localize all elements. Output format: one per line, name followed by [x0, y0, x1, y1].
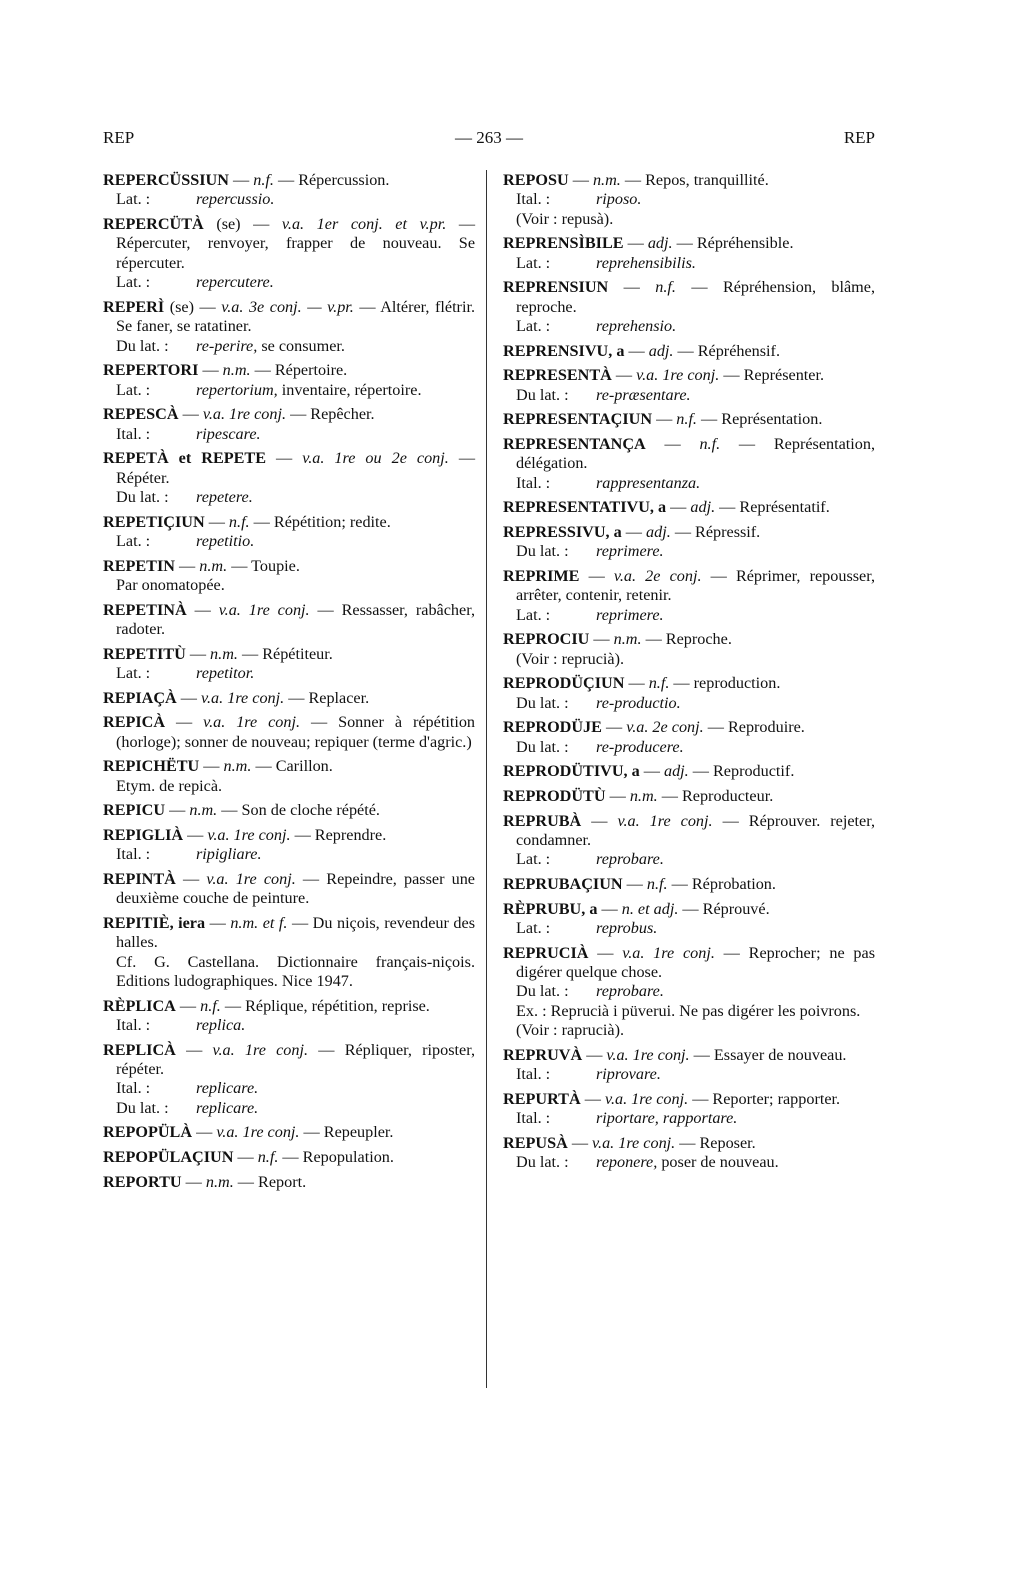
definition: Représentation, délégation. [516, 435, 876, 473]
etymology-value: ripescare. [196, 424, 261, 443]
etymology-label: Du lat. : [516, 737, 569, 756]
etymology-line [516, 606, 875, 625]
etymology-value: reprimere. [596, 605, 664, 624]
etymology-label: Ital. : [516, 190, 551, 209]
definition: Altérer, flétrir. Se faner, se ratatiner. [116, 297, 475, 336]
dictionary-entry: REPICHËTU — n.m. — Carillon. Etym. de repicà. [103, 757, 475, 796]
definition: Ressasser, rabâcher, radoter. [116, 600, 475, 639]
definition: Du niçois, revendeur des halles. [116, 913, 476, 952]
headword: REPOPÜLAÇIUN [103, 1148, 234, 1167]
etymology-label: Lat. : [116, 664, 151, 683]
etymology-label: Lat. : [516, 850, 551, 869]
etymology-value: riposo. [596, 190, 642, 209]
etymology-value: replicare. [196, 1079, 259, 1098]
headword: REPUSÀ [503, 1133, 568, 1152]
definition: Réprimer, repousser, arrêter, contenir, retenir. [516, 567, 876, 605]
headword: REPRUBAÇIUN [503, 875, 623, 893]
etymology-label: Lat. : [516, 605, 551, 624]
definition: Répétiteur. [262, 644, 333, 663]
definition: Réplique, répétition, reprise. [245, 996, 430, 1015]
headword: REPRODÜJE [503, 718, 602, 737]
header-left-guide: REP [103, 128, 135, 147]
entry-note: Par onomatopée. [116, 576, 225, 595]
etymology-value: re-producere. [596, 737, 684, 756]
dictionary-entry: REPETIN — n.m. — Toupie. Par onomatopée. [103, 557, 475, 596]
headword: REPRENSIVU, a [503, 341, 625, 360]
grammar-label: adj. [648, 341, 674, 360]
headword: REPERCÜSSIUN [103, 171, 229, 189]
headword: REPRESENTÀ [503, 366, 612, 385]
dictionary-entry: REPRODÜTIVU, a — adj. — Reproductif. [503, 762, 795, 781]
etymology-value: repercussio. [196, 190, 275, 209]
dictionary-entry: REPINTÀ — v.a. 1re conj. — Repeindre, passer une deuxième couche de peinture. [103, 869, 475, 908]
etymology-label: Ital. : [116, 1079, 151, 1098]
dictionary-entry: REPRENSÌBILE — adj. — Répréhensible. Lat. : reprehensibilis. [503, 234, 875, 273]
grammar-label: v.a. 2e conj. [613, 567, 702, 585]
etymology-label: Ital. : [116, 1016, 151, 1035]
dictionary-entry: REPRUBAÇIUN — n.f. — Réprobation. [503, 875, 776, 893]
headword: REPOPÜLÀ [103, 1123, 193, 1142]
grammar-label: n.f. [648, 674, 670, 693]
headword: REPRUCIÀ [503, 943, 589, 962]
headword: REPRENSIUN [503, 278, 609, 297]
headword: REPRESENTATIVU, a [503, 498, 667, 517]
etymology-value: replica. [196, 1016, 246, 1035]
headword: REPETIÇIUN [103, 512, 205, 531]
grammar-label: v.a. 1er conj. et v.pr. [281, 215, 447, 233]
etymology-line [116, 425, 475, 444]
etymology-label: Du lat. : [516, 385, 569, 404]
headword: REPICHËTU [103, 757, 200, 776]
entry-note: (Voir : reprucià). [516, 649, 625, 668]
etymology-value: reprehensio. [596, 317, 677, 336]
headword: REPURTÀ [503, 1089, 581, 1108]
definition: Repos, tranquillité. [645, 171, 769, 189]
etymology-line [516, 694, 875, 713]
dictionary-entry: REPUSÀ — v.a. 1re conj. — Reposer. Du lat. : reponere, poser de nouveau. [503, 1134, 875, 1173]
headword: REPERTORI [103, 361, 199, 380]
grammar-label: n.m. [189, 801, 218, 820]
grammar-label: n.f. [257, 1148, 279, 1167]
headword: REPROCIU [503, 630, 590, 649]
etymology-label: Lat. : [116, 532, 151, 551]
dictionary-entry: REPRESENTAÇIUN — n.f. — Représentation. [503, 410, 823, 429]
dictionary-entry: REPRESENTÀ — v.a. 1re conj. — Représenter. Du lat. : re-præsentare. [503, 366, 875, 405]
grammar-label: v.a. 1re conj. [216, 1123, 300, 1142]
headword: REPRODÜÇIUN [503, 674, 625, 693]
definition: Sonner à répétition (horloge); sonner de nouveau; repiquer (terme d'agric.) [116, 713, 476, 751]
etymology-value: ripigliare. [196, 845, 262, 864]
headword: REPLICÀ [103, 1040, 176, 1059]
etymology-line [116, 845, 475, 864]
etymology-gloss: inventaire, répertoire. [281, 380, 422, 399]
headword: REPORTU [103, 1172, 182, 1191]
grammar-label: v.a. 1re conj. [622, 943, 715, 962]
headword: REPESCÀ [103, 405, 179, 424]
etymology-gloss: poser de nouveau. [661, 1153, 779, 1172]
headword: REPETITÙ [103, 644, 186, 663]
dictionary-entry: REPOPÜLÀ — v.a. 1re conj. — Repeupler. [103, 1123, 394, 1142]
definition: Son de cloche répété. [241, 801, 380, 820]
definition: Réprobation. [691, 875, 776, 893]
definition: Essayer de nouveau. [713, 1045, 847, 1064]
etymology-label: Lat. : [116, 380, 151, 399]
definition: Répréhension, blâme, reproche. [516, 278, 875, 316]
etymology-label: Ital. : [516, 1109, 551, 1128]
header-right-guide: REP [843, 128, 875, 147]
dictionary-entry: REPOSU — n.m. — Repos, tranquillité. Ital. : riposo. (Voir : repusà). [503, 171, 875, 229]
definition: Carillon. [275, 757, 333, 776]
dictionary-entry: REPRIME — v.a. 2e conj. — Réprimer, repousser, arrêter, contenir, retenir. Lat. : reprimere. [503, 567, 876, 624]
grammar-label: v.a. 1re conj. [201, 688, 285, 707]
dictionary-entry: REPICÀ — v.a. 1re conj. — Sonner à répétition (horloge); sonner de nouveau; repiquer (terme d'agric.) [103, 713, 476, 751]
grammar-label: n.m. [223, 757, 252, 776]
headword: REPRUBÀ [503, 811, 582, 830]
grammar-label: n.f. [200, 996, 221, 1015]
dictionary-entry: REPETIÇIUN — n.f. — Répétition; redite. Lat. : repetitio. [103, 513, 475, 552]
etymology-value: re-præsentare. [596, 385, 691, 404]
dictionary-entry: REPETITÙ — n.m. — Répétiteur. Lat. : repetitor. [103, 645, 475, 684]
grammar-label: v.a. 1re conj. [604, 1089, 689, 1108]
etymology-value: reprobare. [596, 982, 664, 1001]
etymology-label: Du lat. : [116, 488, 169, 507]
dictionary-entry: REPRODÜJE — v.a. 2e conj. — Reproduire. Du lat. : re-producere. [503, 718, 875, 757]
definition: Replacer. [308, 688, 370, 707]
dictionary-entry: REPICU — n.m. — Son de cloche répété. [103, 801, 380, 820]
etymology-label: Du lat. : [516, 542, 569, 561]
grammar-label: v.a. 1re conj. [606, 1045, 690, 1064]
headword-qualifier: (se) [216, 215, 241, 233]
dictionary-entry: REPRESSIVU, a — adj. — Répressif. Du lat. : reprimere. [503, 523, 875, 562]
etymology-value: replicare. [196, 1098, 259, 1117]
headword: REPRUVÀ [503, 1045, 583, 1064]
right-column [503, 171, 875, 1178]
headword: REPETIN [103, 556, 175, 575]
dictionary-entry: REPERCÜTÀ (se) — v.a. 1er conj. et v.pr. — Répercuter, renvoyer, frapper de nouveau. Se répercuter. Lat. : repercutere. [103, 215, 476, 292]
definition: Report. [258, 1172, 307, 1191]
grammar-label: adj. [647, 234, 673, 253]
grammar-label: v.a. 1re conj. [202, 405, 287, 424]
definition: Représentation. [721, 410, 823, 429]
etymology-value: re-productio. [596, 693, 681, 712]
grammar-label: n.f. [646, 875, 668, 893]
etymology-label: Du lat. : [516, 1153, 569, 1172]
etymology-line [516, 474, 875, 493]
headword: REPIAÇÀ [103, 688, 177, 707]
etymology-line [516, 542, 875, 561]
grammar-label: n.m. [222, 361, 251, 380]
etymology-value: reprobare. [596, 850, 664, 869]
definition: Repeindre, passer une deuxième couche de peinture. [116, 869, 475, 908]
etymology-label: Ital. : [516, 1065, 551, 1084]
grammar-label: v.a. 1re conj. [617, 811, 713, 830]
definition: Répertoire. [274, 361, 348, 380]
dictionary-entry: REPORTU — n.m. — Report. [103, 1172, 307, 1191]
left-column [103, 171, 475, 1197]
etymology-label: Lat. : [116, 190, 151, 209]
etymology-value: reponere, [596, 1153, 658, 1172]
headword: REPRESSIVU, a [503, 523, 622, 541]
etymology-label: Lat. : [116, 273, 151, 292]
etymology-label: Lat. : [516, 317, 551, 336]
etymology-line [116, 190, 475, 209]
definition: Répercuter, renvoyer, frapper de nouveau. Se répercuter. [116, 234, 475, 272]
dictionary-entry: REPERTORI — n.m. — Répertoire. Lat. : repertorium, inventaire, répertoire. [103, 361, 475, 400]
grammar-label: adj. [690, 498, 716, 517]
etymology-value: riprovare. [596, 1065, 661, 1084]
etymology-line [516, 850, 875, 869]
etymology-line [116, 1079, 475, 1098]
dictionary-entry: REPRESENTATIVU, a — adj. — Représentatif. [503, 498, 830, 517]
grammar-label: v.a. 1re conj. [592, 1133, 676, 1152]
dictionary-entry: RÈPLICA — n.f. — Réplique, répétition, reprise. Ital. : replica. [103, 997, 475, 1036]
etymology-line [116, 1099, 475, 1118]
etymology-label: Lat. : [516, 253, 551, 272]
grammar-label: n.f. [655, 278, 676, 297]
dictionary-entry: REPIGLIÀ — v.a. 1re conj. — Reprendre. Ital. : ripigliare. [103, 826, 475, 865]
grammar-label: v.a. 1re conj. [212, 1040, 309, 1059]
headword: REPETINÀ [103, 600, 187, 619]
page-number: — 263 — [455, 128, 523, 147]
dictionary-entry: REPETINÀ — v.a. 1re conj. — Ressasser, rabâcher, radoter. [103, 600, 475, 639]
headword: RÈPRUBU, a [503, 899, 598, 918]
dictionary-entry: REPESCÀ — v.a. 1re conj. — Repêcher. Ital. : ripescare. [103, 405, 475, 444]
dictionary-entry: REPIAÇÀ — v.a. 1re conj. — Replacer. [103, 688, 370, 707]
definition: Réprouvé. [702, 899, 770, 918]
dictionary-entry: REPRODÜÇIUN — n.f. — reproduction. Du lat. : re-productio. [503, 674, 875, 713]
headword: REPRIME [503, 567, 580, 585]
headword-qualifier: (se) [169, 297, 194, 316]
etymology-value: repetitio. [196, 532, 255, 551]
etymology-value: reprimere. [596, 542, 664, 561]
etymology-label: Du lat. : [516, 693, 569, 712]
dictionary-entry: REPROCIU — n.m. — Reproche. (Voir : reprucià). [503, 630, 875, 669]
definition: Répétition; redite. [273, 512, 391, 531]
entry-note: Cf. G. Castellana. Dictionnaire français-niçois. Editions ludographiques. Nice 1947. [116, 952, 475, 991]
etymology-line [116, 532, 475, 551]
definition: Représentatif. [739, 498, 830, 517]
dictionary-entry: REPRENSIUN — n.f. — Répréhension, blâme, reproche. Lat. : reprehensio. [503, 278, 875, 336]
entry-note: Ex. : Reprucià i püverui. Ne pas digérer les poivrons. [516, 1001, 861, 1020]
grammar-label: v.a. 1re conj. [218, 600, 310, 619]
grammar-label: adj. [663, 762, 689, 781]
etymology-line [116, 381, 475, 400]
grammar-label: v.a. 1re ou 2e conj. [302, 449, 449, 468]
headword: REPRESENTAÇIUN [503, 410, 653, 429]
etymology-value: re-perire, [196, 336, 258, 355]
column-divider [486, 170, 487, 1388]
definition: Répréhensif. [697, 341, 780, 360]
entry-note: (Voir : repusà). [516, 209, 614, 228]
etymology-value: repetere. [196, 488, 253, 507]
definition: Reprocher; ne pas digérer quelque chose. [516, 943, 876, 981]
grammar-label: v.a. 3e conj. — v.pr. [221, 297, 354, 316]
dictionary-entry: REPERÌ (se) — v.a. 3e conj. — v.pr. — Altérer, flétrir. Se faner, se ratatiner. Du lat. : re-perire, se consumer. [103, 297, 475, 355]
grammar-label: n.m. [613, 630, 642, 649]
grammar-label: n.m. [205, 1172, 234, 1191]
etymology-line [516, 1065, 875, 1084]
running-header [103, 128, 875, 150]
dictionary-entry: RÈPRUBU, a — n. et adj. — Réprouvé. Lat. : reprobus. [503, 900, 875, 939]
definition: Reprendre. [314, 825, 387, 844]
grammar-label: n.m. et f. [230, 913, 288, 932]
headword: REPRODÜTIVU, a [503, 762, 640, 781]
etymology-value: repertorium, [196, 380, 278, 399]
etymology-line [516, 1153, 875, 1172]
headword: REPRODÜTÙ [503, 787, 606, 805]
etymology-label: Du lat. : [116, 336, 169, 355]
headword: REPETÀ et REPETE [103, 449, 267, 468]
grammar-label: n.m. [629, 787, 658, 805]
headword: REPRENSÌBILE [503, 234, 624, 253]
definition: Reproduire. [727, 718, 805, 737]
headword: REPOSU [503, 171, 569, 189]
grammar-label: v.a. 1re conj. [207, 825, 291, 844]
dictionary-entry: REPRUCIÀ — v.a. 1re conj. — Reprocher; ne pas digérer quelque chose. Du lat. : reprobare. Ex. : Reprucià i püverui. Ne pas digérer les poivrons. (Voir : raprucià). [503, 943, 876, 1040]
etymology-line [516, 386, 875, 405]
definition: Répliquer, riposter, répéter. [116, 1040, 476, 1079]
etymology-label: Du lat. : [516, 982, 569, 1001]
etymology-label: Ital. : [116, 424, 151, 443]
etymology-line [516, 738, 875, 757]
etymology-value: reprehensibilis. [596, 253, 696, 272]
dictionary-entry: REPLICÀ — v.a. 1re conj. — Répliquer, riposter, répéter. Ital. : replicare. Du lat. : replicare. [103, 1040, 476, 1117]
definition: Répercussion. [298, 171, 390, 189]
definition: Reposer. [699, 1133, 756, 1152]
grammar-label: n.f. [253, 171, 274, 189]
etymology-label: Du lat. : [116, 1098, 169, 1117]
dictionary-entry: REPRENSIVU, a — adj. — Répréhensif. [503, 341, 780, 360]
etymology-line [516, 317, 875, 336]
definition: Repêcher. [310, 405, 375, 424]
grammar-label: v.a. 1re conj. [203, 713, 301, 732]
headword: REPIGLIÀ [103, 825, 184, 844]
etymology-value: reprobus. [596, 919, 658, 937]
definition: Représenter. [743, 366, 825, 385]
grammar-label: n.m. [210, 644, 238, 663]
definition: Reproche. [665, 630, 732, 649]
definition: Reproductif. [713, 762, 795, 781]
dictionary-entry: REPRUBÀ — v.a. 1re conj. — Réprouver. rejeter, condamner. Lat. : reprobare. [503, 811, 875, 869]
grammar-label: n.m. [592, 171, 621, 189]
headword: REPICU [103, 801, 166, 820]
definition: Toupie. [251, 556, 300, 575]
grammar-label: v.a. 1re conj. [636, 366, 720, 385]
etymology-line [516, 919, 875, 938]
etymology-value: riportare, rapportare. [596, 1109, 738, 1128]
headword: REPRESENTANÇA [503, 435, 646, 453]
etymology-line [516, 190, 875, 209]
headword: REPINTÀ [103, 869, 176, 888]
etymology-value: repetitor. [196, 664, 255, 683]
dictionary-entry: REPURTÀ — v.a. 1re conj. — Reporter; rapporter. Ital. : riportare, rapportare. [503, 1090, 875, 1129]
headword: REPICÀ [103, 713, 166, 732]
etymology-line [516, 982, 875, 1001]
entry-note: (Voir : raprucià). [516, 1021, 625, 1040]
grammar-label: v.a. 2e conj. [626, 718, 704, 737]
etymology-line [116, 1016, 475, 1035]
definition: Réprouver. rejeter, condamner. [516, 811, 875, 849]
etymology-line [516, 1109, 875, 1128]
dictionary-entry: REPITIÈ, iera — n.m. et f. — Du niçois, revendeur des halles. Cf. G. Castellana. Dictionnaire français-niçois. Editions ludographiques. Nice 1947. [103, 913, 476, 991]
etymology-label: Lat. : [516, 919, 551, 937]
grammar-label: n.m. [199, 556, 228, 575]
grammar-label: adj. [646, 523, 671, 541]
headword: REPERCÜTÀ [103, 215, 204, 233]
dictionary-entry: REPOPÜLAÇIUN — n.f. — Repopulation. [103, 1148, 394, 1167]
definition: Repopulation. [302, 1148, 394, 1167]
dictionary-entry: REPRESENTANÇA — n.f. — Représentation, délégation. Ital. : rappresentanza. [503, 435, 876, 492]
headword: REPITIÈ, iera [103, 913, 206, 932]
etymology-value: repercutere. [196, 273, 274, 292]
grammar-label: n.f. [676, 410, 697, 429]
etymology-line [116, 273, 475, 292]
dictionary-entry: REPETÀ et REPETE — v.a. 1re ou 2e conj. — Répéter. Du lat. : repetere. [103, 449, 476, 507]
etymology-label: Ital. : [116, 845, 151, 864]
etymology-line [116, 488, 475, 507]
grammar-label: n.f. [699, 435, 721, 453]
grammar-label: v.a. 1re conj. [206, 869, 296, 888]
definition: reproduction. [693, 674, 781, 693]
dictionary-entry: REPRUVÀ — v.a. 1re conj. — Essayer de nouveau. Ital. : riprovare. [503, 1046, 875, 1085]
etymology-label: Ital. : [516, 473, 551, 492]
definition: Repeupler. [323, 1123, 394, 1142]
definition: Répéter. [116, 468, 170, 487]
headword: REPERÌ [103, 297, 165, 316]
definition: Reporter; rapporter. [712, 1089, 841, 1108]
etymology-line [116, 664, 475, 683]
etymology-line [516, 254, 875, 273]
grammar-label: n.f. [228, 512, 250, 531]
dictionary-entry: REPRODÜTÙ — n.m. — Reproducteur. [503, 787, 774, 805]
etymology-line [116, 337, 475, 356]
dictionary-entry: REPERCÜSSIUN — n.f. — Répercussion. Lat. : repercussio. [103, 171, 475, 210]
headword: RÈPLICA [103, 996, 176, 1015]
entry-note: Etym. de repicà. [116, 776, 223, 795]
etymology-value: rappresentanza. [596, 473, 701, 492]
grammar-label: n. et adj. [621, 899, 679, 918]
definition: Reproducteur. [681, 787, 774, 805]
definition: Répréhensible. [696, 234, 794, 253]
definition: Répressif. [695, 523, 761, 541]
etymology-gloss: se consumer. [261, 336, 345, 355]
